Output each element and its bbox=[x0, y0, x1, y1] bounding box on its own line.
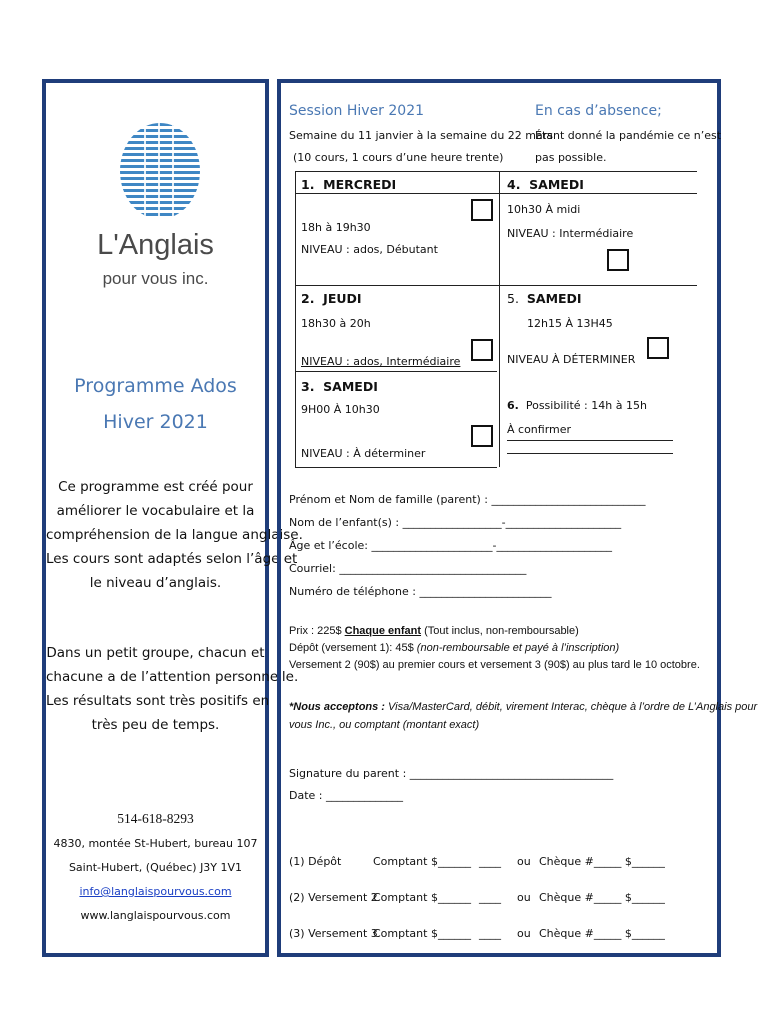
deposit-line bbox=[289, 642, 619, 654]
payment-row-label: (3) Versement 3 bbox=[289, 927, 378, 940]
parent-name-field[interactable]: Prénom et Nom de famille (parent) : ____________________________ bbox=[289, 493, 646, 506]
payment-methods-line-1 bbox=[289, 701, 757, 713]
description-line: Ce programme est créé pour bbox=[58, 479, 253, 495]
option-4-heading bbox=[507, 177, 584, 192]
cash-amount-field[interactable]: Comptant $______ bbox=[373, 927, 471, 940]
blank-field[interactable]: ____ bbox=[479, 927, 501, 940]
session-dates: Semaine du 11 janvier à la semaine du 22 mars bbox=[289, 129, 553, 142]
grid-line bbox=[499, 171, 500, 467]
price-prefix: Prix : 225$ bbox=[289, 625, 345, 637]
option-3-day: SAMEDI bbox=[323, 379, 378, 394]
option-5-time: 12h15 À 13H45 bbox=[527, 317, 613, 330]
option-5-number: 5. bbox=[507, 291, 519, 306]
option-5-heading bbox=[507, 291, 582, 306]
option-2-level: NIVEAU : ados, Intermédiaire bbox=[301, 355, 461, 368]
option-3-checkbox[interactable] bbox=[471, 425, 493, 447]
description-line: améliorer le vocabulaire et la bbox=[56, 503, 255, 519]
option-3-time: 9H00 À 10h30 bbox=[301, 403, 380, 416]
grid-line bbox=[507, 440, 673, 441]
grid-line bbox=[295, 285, 697, 286]
option-6-line-2: À confirmer bbox=[507, 423, 572, 436]
contact-address-line-2: Saint-Hubert, (Québec) J3Y 1V1 bbox=[68, 861, 243, 874]
option-2-number: 2. bbox=[301, 291, 315, 306]
description-line: compréhension de la langue anglaise. bbox=[46, 527, 303, 543]
option-2-day: JEUDI bbox=[323, 291, 362, 306]
option-4-checkbox[interactable] bbox=[607, 249, 629, 271]
description-line: chacune a de l’attention personnelle. bbox=[46, 669, 299, 685]
option-6-number: 6. bbox=[507, 399, 519, 412]
option-5-level: NIVEAU À DÉTERMINER bbox=[507, 353, 636, 366]
description-line: Dans un petit groupe, chacun et bbox=[46, 645, 265, 661]
cash-amount-field[interactable]: Comptant $______ bbox=[373, 891, 471, 904]
absence-title: En cas d’absence; bbox=[535, 103, 662, 119]
payment-row-label: (1) Dépôt bbox=[289, 855, 342, 868]
child-name-field[interactable]: Nom de l’enfant(s) : __________________-_____________________ bbox=[289, 516, 622, 529]
option-4-level: NIVEAU : Intermédiaire bbox=[507, 227, 634, 240]
age-school-field[interactable]: Âge et l’école: ______________________-_____________________ bbox=[289, 539, 612, 552]
deposit-note: (non-remboursable et payé à l’inscription) bbox=[416, 642, 620, 654]
option-3-level: NIVEAU : À déterminer bbox=[301, 447, 426, 460]
contact-address-line-1: 4830, montée St-Hubert, bureau 107 bbox=[53, 837, 258, 850]
installments-line: Versement 2 (90$) au premier cours et versement 3 (90$) au plus tard le 10 octobre. bbox=[289, 659, 700, 671]
or-label: ou bbox=[517, 891, 531, 904]
option-4-day: SAMEDI bbox=[529, 177, 584, 192]
brand-name: L'Anglais bbox=[97, 229, 214, 261]
program-season: Hiver 2021 bbox=[103, 411, 208, 433]
payment-row-label: (2) Versement 2 bbox=[289, 891, 378, 904]
absence-line-1: Étant donné la pandémie ce n’est bbox=[535, 129, 722, 142]
grid-line bbox=[295, 467, 497, 468]
option-3-heading bbox=[301, 379, 378, 394]
description-line: Les cours sont adaptés selon l’âge et bbox=[46, 551, 298, 567]
cheque-field[interactable]: Chèque #_____ $______ bbox=[539, 891, 665, 904]
option-1-time: 18h à 19h30 bbox=[301, 221, 371, 234]
session-details: (10 cours, 1 cours d’une heure trente) bbox=[293, 151, 504, 164]
brand-subtitle: pour vous inc. bbox=[102, 269, 209, 288]
globe-logo-icon bbox=[118, 121, 202, 221]
cash-amount-field[interactable]: Comptant $______ bbox=[373, 855, 471, 868]
payment-methods-text: Visa/MasterCard, débit, virement Interac, chèque à l’ordre de L’Anglais pour bbox=[388, 701, 758, 713]
description-paragraph-1 bbox=[46, 475, 303, 595]
grid-line bbox=[507, 453, 673, 454]
price-per-child: Chaque enfant bbox=[344, 625, 422, 637]
grid-line bbox=[295, 171, 697, 172]
grid-line bbox=[295, 193, 697, 194]
option-2-checkbox[interactable] bbox=[471, 339, 493, 361]
brochure-left-panel bbox=[42, 79, 303, 957]
option-4-number: 4. bbox=[507, 177, 521, 192]
date-field[interactable]: Date : ______________ bbox=[289, 789, 403, 802]
blank-field[interactable]: ____ bbox=[479, 855, 501, 868]
option-2-heading bbox=[301, 291, 362, 306]
option-1-level: NIVEAU : ados, Débutant bbox=[301, 243, 438, 256]
description-line: très peu de temps. bbox=[91, 717, 220, 733]
price-line bbox=[289, 625, 579, 637]
option-1-checkbox[interactable] bbox=[471, 199, 493, 221]
absence-line-2: pas possible. bbox=[535, 151, 607, 164]
signature-field[interactable]: Signature du parent : _____________________________________ bbox=[289, 767, 614, 780]
payment-methods-label: *Nous acceptons : bbox=[289, 701, 389, 713]
program-title: Programme Ados bbox=[74, 375, 237, 397]
or-label: ou bbox=[517, 855, 531, 868]
phone-field[interactable]: Numéro de téléphone : ________________________ bbox=[289, 585, 552, 598]
option-1-number: 1. bbox=[301, 177, 315, 192]
email-field[interactable]: Courriel: __________________________________ bbox=[289, 562, 527, 575]
option-4-time: 10h30 À midi bbox=[507, 203, 581, 216]
contact-phone: 514-618-8293 bbox=[117, 811, 194, 826]
blank-field[interactable]: ____ bbox=[479, 891, 501, 904]
contact-website: www.langlaispourvous.com bbox=[80, 909, 231, 922]
option-5-checkbox[interactable] bbox=[647, 337, 669, 359]
cheque-field[interactable]: Chèque #_____ $______ bbox=[539, 927, 665, 940]
or-label: ou bbox=[517, 927, 531, 940]
option-1-heading bbox=[301, 177, 396, 192]
option-2-time: 18h30 à 20h bbox=[301, 317, 371, 330]
contact-email-link[interactable]: info@langlaispourvous.com bbox=[79, 885, 232, 898]
option-5-day: SAMEDI bbox=[526, 291, 582, 306]
option-1-day: MERCREDI bbox=[323, 177, 397, 192]
description-paragraph-2 bbox=[46, 641, 299, 737]
option-3-number: 3. bbox=[301, 379, 315, 394]
grid-line bbox=[295, 371, 497, 372]
brochure-right-panel bbox=[277, 79, 758, 957]
option-6-line-1 bbox=[507, 399, 647, 412]
cheque-field[interactable]: Chèque #_____ $______ bbox=[539, 855, 665, 868]
grid-line bbox=[295, 171, 296, 467]
deposit-prefix: Dépôt (versement 1): 45$ bbox=[289, 642, 417, 654]
payment-methods-line-2: vous Inc., ou comptant (montant exact) bbox=[289, 719, 480, 731]
price-suffix: (Tout inclus, non-remboursable) bbox=[421, 625, 579, 637]
description-line: le niveau d’anglais. bbox=[89, 575, 222, 591]
description-line: Les résultats sont très positifs en bbox=[46, 693, 270, 709]
option-6-possibility: Possibilité : 14h à 15h bbox=[525, 399, 647, 412]
session-title: Session Hiver 2021 bbox=[289, 103, 425, 119]
